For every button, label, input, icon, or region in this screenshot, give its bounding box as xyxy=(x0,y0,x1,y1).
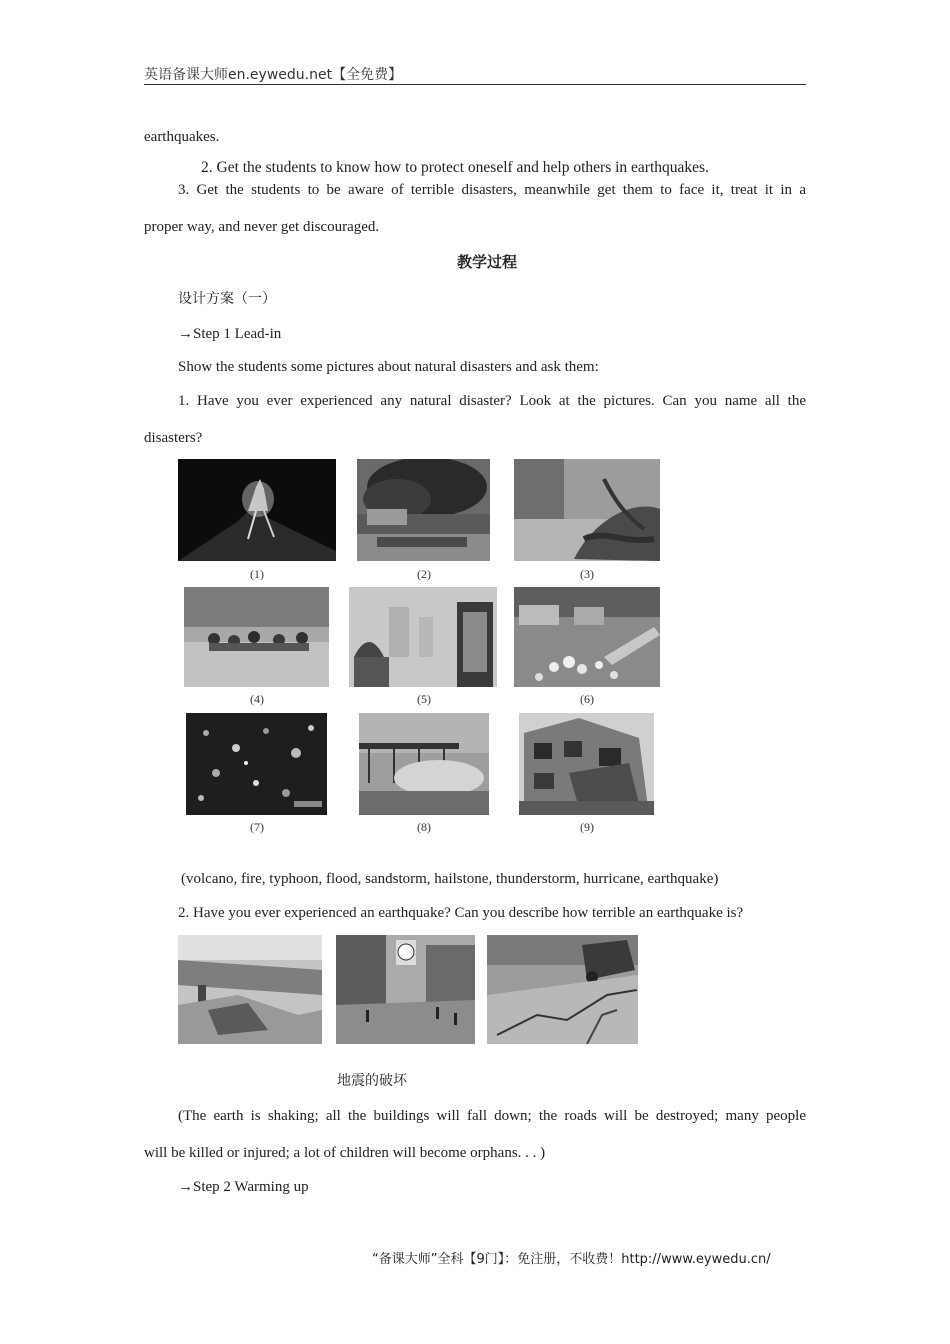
header-rule xyxy=(144,84,806,85)
description-line1: (The earth is shaking; all the buildings will fall down; the roads will be destroyed; many people xyxy=(178,1108,806,1124)
photo-fire xyxy=(357,459,490,561)
photo-earthquake xyxy=(519,713,654,815)
caption-2: (2) xyxy=(417,567,431,581)
goal-3-line1: 3. Get the students to be aware of terrible disasters, meanwhile get them to face it, treat it in a xyxy=(178,182,806,198)
question-2: 2. Have you ever experienced an earthquake? Can you describe how terrible an earthquake is? xyxy=(178,905,744,921)
page-footer: “备课大师”全科【9门】：免注册，不收费！http://www.eywedu.cn/ xyxy=(372,1252,771,1267)
question-1-line2: disasters? xyxy=(144,430,203,446)
photo-volcano xyxy=(178,459,336,561)
photo-damage-buildings xyxy=(178,935,322,1044)
caption-8: (8) xyxy=(417,820,431,834)
photo-damage-road xyxy=(487,935,638,1044)
photo-thunderstorm xyxy=(186,713,327,815)
photo-sandstorm xyxy=(349,587,497,687)
question-1-line1: 1. Have you ever experienced any natural disaster? Look at the pictures. Can you name all the xyxy=(178,393,806,409)
plan-heading: 设计方案（一） xyxy=(178,291,276,307)
caption-7: (7) xyxy=(250,820,264,834)
photo-hurricane xyxy=(359,713,489,815)
answers-list: (volcano, fire, typhoon, flood, sandstorm, hailstone, thunderstorm, hurricane, earthquake) xyxy=(181,871,719,887)
caption-9: (9) xyxy=(580,820,594,834)
photo-typhoon xyxy=(514,459,660,561)
caption-1: (1) xyxy=(250,567,264,581)
photo-hailstone xyxy=(514,587,660,687)
caption-4: (4) xyxy=(250,692,264,706)
photo-flood xyxy=(184,587,329,687)
show-instruction: Show the students some pictures about natural disasters and ask them: xyxy=(178,359,599,375)
goal-3-line2: proper way, and never get discouraged. xyxy=(144,219,380,235)
section-title: 教学过程 xyxy=(457,253,518,271)
page-header: 英语备课大师en.eywedu.net【全免费】 xyxy=(144,67,403,83)
photo-damage-street xyxy=(336,935,475,1044)
description-line2: will be killed or injured; a lot of children will become orphans. . . ) xyxy=(144,1145,546,1161)
goal-2: 2. Get the students to know how to protect oneself and help others in earthquakes. xyxy=(201,159,709,176)
caption-6: (6) xyxy=(580,692,594,706)
caption-3: (3) xyxy=(580,567,594,581)
step-1-heading: →Step 1 Lead-in xyxy=(178,326,282,342)
damage-caption: 地震的破坏 xyxy=(337,1073,407,1089)
caption-5: (5) xyxy=(417,692,431,706)
step-2-heading: →Step 2 Warming up xyxy=(178,1179,309,1195)
paragraph-earthquakes: earthquakes. xyxy=(144,129,220,145)
